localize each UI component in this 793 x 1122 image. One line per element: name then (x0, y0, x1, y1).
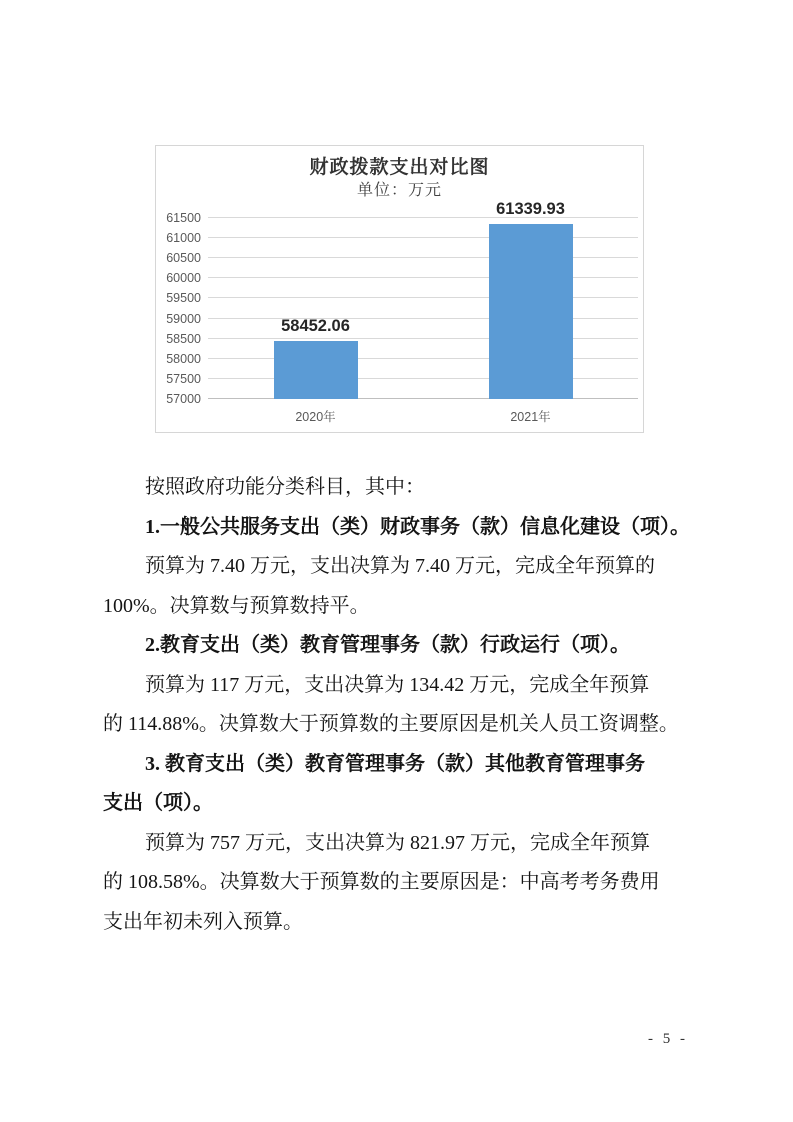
chart-subtitle: 单位：万元 (356, 182, 442, 199)
plot-area (166, 200, 638, 424)
y-axis-tick-label: 58000 (166, 351, 201, 366)
fiscal-expenditure-comparison-chart (155, 145, 644, 433)
item3-heading-line: 3. 教育支出（类）教育管理事务（款）其他教育管理事务 (145, 752, 645, 775)
gridline (208, 318, 638, 319)
item3-paragraph-line: 的 108.58%。决算数大于预算数的主要原因是：中高考考务费用 (103, 871, 660, 893)
x-axis-category-label: 2020年 (295, 410, 336, 424)
item2-heading: 2.教育支出（类）教育管理事务（款）行政运行（项）。 (145, 634, 630, 656)
chart-title: 财政拨款支出对比图 (309, 157, 490, 178)
y-axis-tick-label: 61500 (166, 211, 201, 225)
gridline (208, 378, 638, 379)
bar-data-label: 61339.93 (496, 200, 565, 219)
gridline (208, 277, 638, 278)
gridline (208, 217, 638, 218)
y-axis-tick-label: 61000 (166, 231, 201, 246)
item1-heading: 1.一般公共服务支出（类）财政事务（款）信息化建设（项）。 (145, 515, 690, 538)
item3-paragraph-line: 预算为 757 万元，支出决算为 821.97 万元，完成全年预算 (145, 831, 650, 854)
item3-heading-line: 支出（项）。 (103, 792, 213, 814)
y-axis-tick-label: 59500 (166, 291, 201, 306)
y-axis-tick-label: 57500 (166, 371, 201, 386)
y-axis-tick-label: 60000 (166, 271, 201, 286)
gridline (208, 338, 638, 339)
item2-paragraph-line: 的 114.88%。决算数大于预算数的主要原因是机关人员工资调整。 (103, 713, 679, 735)
gridline (208, 237, 638, 238)
bar-2021年 (489, 224, 573, 399)
item2-paragraph-line: 预算为 117 万元，支出决算为 134.42 万元，完成全年预算 (145, 673, 650, 696)
x-axis-category-label: 2021年 (510, 410, 551, 424)
bar-data-label: 58452.06 (281, 316, 350, 335)
gridline (208, 358, 638, 359)
item3-paragraph-line: 支出年初未列入预算。 (103, 910, 303, 933)
y-axis-tick-label: 58500 (166, 331, 201, 346)
gridline (208, 257, 638, 258)
y-axis-tick-label: 59000 (166, 311, 201, 326)
y-axis-tick-label: 57000 (166, 392, 201, 406)
item1-paragraph-line: 100%。决算数与预算数持平。 (103, 594, 370, 617)
x-axis-line (208, 398, 638, 399)
gridline (208, 297, 638, 298)
body-text (103, 468, 709, 942)
bar-2020年 (274, 341, 358, 399)
page-number: - 5 - (648, 1031, 688, 1047)
intro-paragraph: 按照政府功能分类科目，其中： (145, 476, 425, 498)
item1-paragraph-line: 预算为 7.40 万元，支出决算为 7.40 万元，完成全年预算的 (145, 555, 655, 577)
y-axis-tick-label: 60500 (166, 251, 201, 266)
